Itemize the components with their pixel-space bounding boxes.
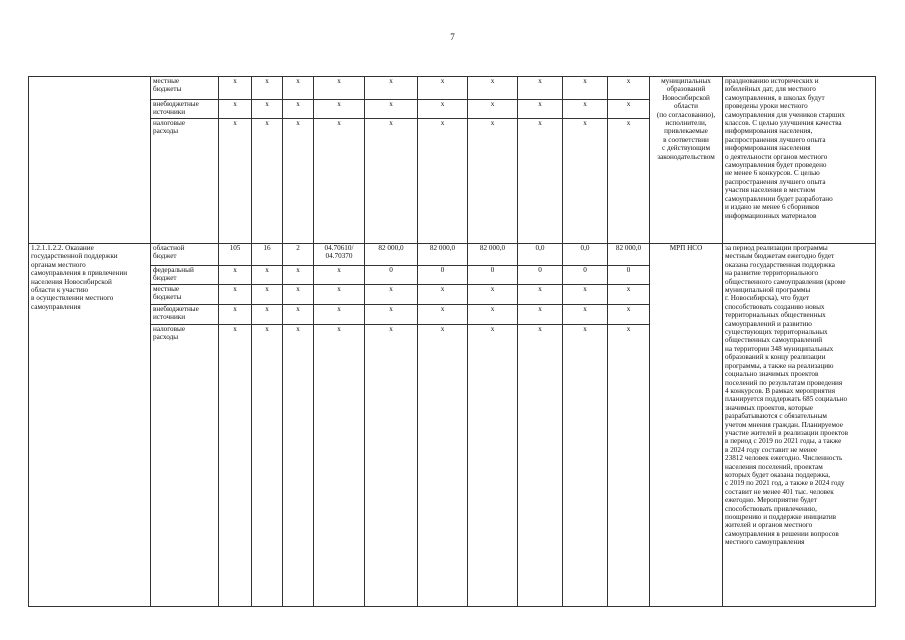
value-cell: х [608,77,650,100]
value-cell: х [314,77,365,100]
funding-source: внебюджетные источники [151,305,219,325]
value-cell: х [468,285,518,305]
value-cell: х [219,325,252,607]
value-cell: х [219,100,252,119]
funding-source: местные бюджеты [151,77,219,100]
value-cell: х [563,325,608,607]
funding-source: федеральный бюджет [151,266,219,285]
funding-source: налоговые расходы [151,325,219,607]
value-cell: х [283,325,314,607]
value-cell: х [219,77,252,100]
value-cell: х [219,266,252,285]
value-cell: х [283,100,314,119]
measure-name-1 [29,77,151,244]
value-cell: х [252,119,283,244]
value-cell: х [365,77,418,100]
value-cell: х [563,305,608,325]
value-cell: 105 [219,244,252,266]
value-cell: 0 [418,266,468,285]
value-cell: х [252,266,283,285]
value-cell: х [283,266,314,285]
value-cell: х [314,100,365,119]
value-cell: 0,0 [518,244,563,266]
funding-source: налоговые расходы [151,119,219,244]
value-cell: х [563,285,608,305]
value-cell: х [563,119,608,244]
value-cell: х [608,119,650,244]
value-cell: х [365,100,418,119]
value-cell: х [518,285,563,305]
value-cell: х [252,285,283,305]
value-cell: х [418,305,468,325]
measure-name-2: 1.2.1.1.2.2. Оказание государственной поддержки органам местного самоуправления в привлечении населения Новосибирской области к участию в осуществлении местного самоуправления [29,244,151,607]
value-cell: х [608,285,650,305]
value-cell: х [468,119,518,244]
program-table [28,76,876,607]
value-cell: х [468,100,518,119]
value-cell: х [468,77,518,100]
value-cell: х [314,285,365,305]
value-cell: х [563,100,608,119]
value-cell: х [314,119,365,244]
value-cell: х [468,305,518,325]
value-cell: х [219,305,252,325]
value-cell: х [608,325,650,607]
value-cell: х [365,285,418,305]
value-cell: 82 000,0 [365,244,418,266]
value-cell: 82 000,0 [608,244,650,266]
value-cell: 0 [468,266,518,285]
value-cell: 0 [518,266,563,285]
page-number: 7 [450,32,455,42]
value-cell: х [608,100,650,119]
expected-result-2: за период реализации программы местным бюджетам ежегодно будет оказана государственная поддержка на развитие территориального общественного самоуправления (кроме муниципальной программы г. Новосибирска), что будет способствовать созданию новых территориальных общественных самоуправлений и развитию существующих территориальных общественных самоуправлений на территории 348 муниципальных образований к концу реализации программы, а также на реализацию социально значимых проектов поселений по результатам проведения 4 конкурсов. В рамках мероприятия планируется поддержать 685 социально значимых проектов, которые разрабатываются с обязательным учетом мнения граждан. Планируемое участие жителей в реализации проектов в период с 2019 по 2021 годы, а также в 2024 году составит не менее 23812 человек ежегодно. Численность населения поселений, проектам которых будет оказана поддержка, с 2019 по 2021 год, а также в 2024 году составит не менее 401 тыс. человек ежегодно. Мероприятие будет способствовать привлечению, поощрению и поддержке инициатив жителей и органов местного самоуправления в решении вопросов местного самоуправления [723,244,876,607]
value-cell: х [365,119,418,244]
value-cell: 0 [563,266,608,285]
value-cell: 16 [252,244,283,266]
value-cell: 04.70610/ 04.70370 [314,244,365,266]
funding-source: внебюджетные источники [151,100,219,119]
table-row [29,77,876,100]
funding-source: областной бюджет [151,244,219,266]
value-cell: х [418,77,468,100]
value-cell: х [418,119,468,244]
value-cell: 0 [365,266,418,285]
value-cell: х [283,77,314,100]
value-cell: х [468,325,518,607]
value-cell: х [518,77,563,100]
value-cell: х [365,325,418,607]
value-cell: х [252,77,283,100]
value-cell: х [219,285,252,305]
value-cell: х [283,119,314,244]
value-cell: х [518,325,563,607]
value-cell: х [252,305,283,325]
value-cell: х [314,325,365,607]
value-cell: 0,0 [563,244,608,266]
value-cell: х [219,119,252,244]
value-cell: х [365,305,418,325]
value-cell: 0 [608,266,650,285]
value-cell: х [283,305,314,325]
expected-result-1: празднованию исторических и юбилейных дат, для местного самоуправления, в школах будут проведены уроки местного самоуправления для учеников старших классов. С целью улучшения качества информирования населения, распространения лучшего опыта информирования населения о деятельности органов местного самоуправления будет проведено не менее 6 конкурсов. С целью распространения лучшего опыта участия населения в местном самоуправлении будет разработано и издано не менее 6 сборников информационных материалов [723,77,876,244]
value-cell: х [252,325,283,607]
executor-1: муниципальных образований Новосибирской области (по согласованию), исполнители, привлекаемые в соответствии с действующим законодательством [650,77,723,244]
value-cell: 2 [283,244,314,266]
value-cell: 82 000,0 [468,244,518,266]
value-cell: х [608,305,650,325]
executor-2: МРП НСО [650,244,723,607]
value-cell: х [518,119,563,244]
value-cell: х [283,285,314,305]
value-cell: х [418,100,468,119]
value-cell: х [252,100,283,119]
value-cell: х [314,305,365,325]
table-row [29,244,876,266]
value-cell: х [418,325,468,607]
value-cell: х [563,77,608,100]
value-cell: х [418,285,468,305]
value-cell: х [518,305,563,325]
value-cell: х [314,266,365,285]
funding-source: местные бюджеты [151,285,219,305]
value-cell: х [518,100,563,119]
value-cell: 82 000,0 [418,244,468,266]
